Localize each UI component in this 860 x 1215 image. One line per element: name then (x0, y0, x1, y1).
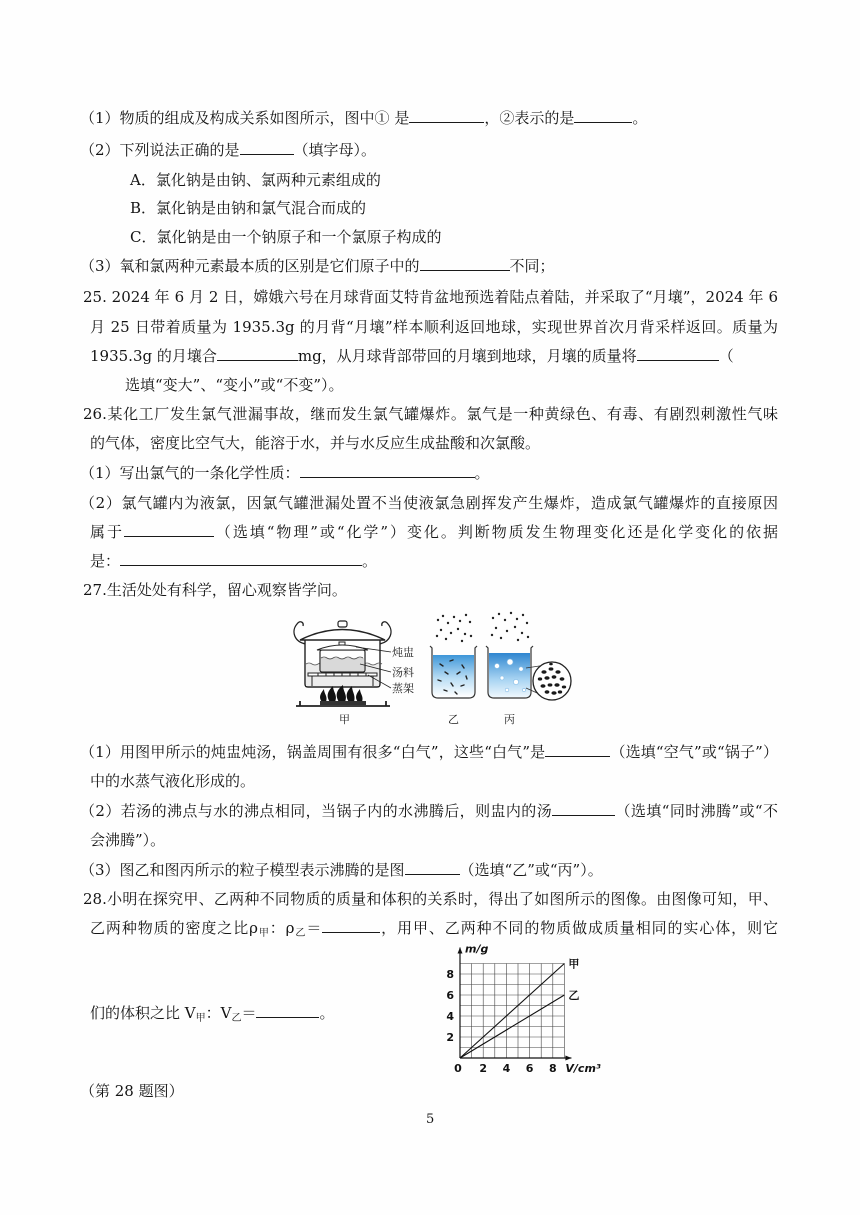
q28-line2 (90, 918, 778, 938)
answer-blank (124, 522, 214, 537)
pot-lid (300, 630, 385, 641)
q25-line1: 25. 2024 年 6 月 2 日，嫦娥六号在月球背面艾特肯盆地预选着陆点着陆，并采取了“月壤”，2024 年 6 (83, 288, 778, 306)
label-rack: 蒸架 (392, 682, 414, 695)
q28-mass-volume-graph (438, 940, 610, 1080)
q28-line3 (90, 1003, 334, 1023)
question-text: 不同； (509, 257, 555, 275)
question-text: （1）用图甲所示的炖盅炖汤，锅盖周围有很多“白气”，这些“白气”是 (80, 743, 546, 761)
question-text: （选填“乙”或“丙”）。 (459, 861, 603, 879)
caption-yi: 乙 (448, 713, 459, 726)
question-text: ＝ (241, 1004, 257, 1022)
q27-figure (288, 606, 580, 732)
series-label: 乙 (568, 989, 580, 1002)
x-tick-label: 8 (548, 1062, 557, 1075)
beaker-yi (430, 614, 477, 726)
q26-line1: 26.某化工厂发生氯气泄漏事故，继而发生氯气罐爆炸。氯气是一种黄绿色、有毒、有剧烈刺激性气味 (83, 405, 778, 423)
caption-jia: 甲 (339, 713, 350, 726)
steam-particles (436, 614, 472, 642)
answer-blank (552, 801, 615, 816)
q24-part3 (80, 256, 555, 276)
q27-part2-line1 (80, 801, 778, 821)
question-text: mg，从月球背部带回的月壤到地球，月壤的质量将 (297, 347, 637, 365)
question-text: 。 (319, 1004, 335, 1022)
q27-stem: 27.生活处处有科学，留心观察皆学问。 (83, 581, 347, 599)
stew-cup-soup (321, 658, 364, 671)
question-text: （选填“物理”或“化学”）变化。判断物质发生物理变化还是化学变化的依据 (213, 523, 778, 541)
steam-particles (491, 612, 529, 641)
answer-blank (420, 256, 510, 271)
answer-blank (405, 860, 460, 875)
question-text: （3）氧和氯两种元素最本质的区别是它们原子中的 (80, 257, 420, 275)
q28-line1: 28.小明在探究甲、乙两种不同物质的质量和体积的关系时，得出了如图所示的图像。由图像可知，甲、 (83, 890, 778, 908)
y-tick-label: 4 (446, 1010, 454, 1023)
burner-head (320, 701, 366, 705)
question-text: （2）若汤的沸点与水的沸点相同，当锅子内的水沸腾后，则盅内的汤 (80, 802, 553, 820)
question-text: ：ρ (269, 919, 295, 937)
q28-figure-caption: （第 28 题图） (80, 1082, 184, 1100)
question-text: （3）图乙和图丙所示的粒子模型表示沸腾的是图 (80, 861, 405, 879)
lid-knob (338, 621, 347, 627)
question-text: 是： (90, 552, 121, 570)
q25-line3 (90, 346, 734, 366)
question-text: 们的体积之比 V (90, 1004, 196, 1022)
y-axis-arrow-icon (458, 948, 463, 954)
q25-line2: 月 25 日带着质量为 1935.3g 的月背“月壤”样本顺利返回地球，实现世界首次月背采样返回。质量为 (90, 318, 778, 336)
question-text: （ (718, 347, 734, 365)
answer-blank (217, 346, 298, 361)
question-text: （1）写出氯气的一条化学性质： (80, 464, 300, 482)
x-axis-arrow-icon (565, 1056, 571, 1061)
x-tick-label: 6 (525, 1062, 534, 1075)
question-text: ，②表示的是 (484, 109, 575, 127)
question-text: 。 (362, 552, 378, 570)
question-text: ，用甲、乙两种不同的物质做成质量相同的实心体，则它 (380, 919, 778, 937)
question-text: （填字母）。 (293, 141, 377, 159)
answer-blank (120, 551, 362, 566)
answer-blank (637, 346, 719, 361)
beaker-water (433, 655, 474, 697)
answer-blank (240, 140, 294, 155)
caption-bing: 丙 (504, 713, 515, 726)
subscript: 乙 (231, 1013, 242, 1024)
x-axis-label: V/cm³ (565, 1062, 601, 1075)
q24-option-b: B．氯化钠是由钠和氯气混合而成的 (130, 199, 367, 217)
question-text: 。 (632, 109, 648, 127)
series-label: 甲 (568, 957, 580, 971)
x-tick-label: 4 (502, 1062, 511, 1075)
x-tick-label: 2 (479, 1062, 488, 1075)
question-text: 1935.3g 的月壤合 (90, 347, 217, 365)
stew-cup-knob (339, 642, 345, 645)
q24-part2 (80, 140, 376, 160)
question-text: 属于 (90, 523, 124, 541)
q24-option-c: C．氯化钠是由一个钠原子和一个氯原子构成的 (130, 228, 442, 246)
y-tick-label: 2 (446, 1031, 454, 1044)
answer-blank (256, 1003, 319, 1018)
q27-part2-line2: 会沸腾”）。 (90, 831, 166, 849)
question-text: （选填“空气”或“锅子”） (610, 743, 778, 761)
q26-part2-line3 (90, 551, 377, 571)
q27-part1-line1 (80, 742, 778, 762)
q24-option-a: A．氯化钠是由钠、氯两种元素组成的 (130, 171, 381, 189)
answer-blank (574, 108, 632, 123)
q25-line4: 选填“变大”、“变小”或“不变”）。 (125, 376, 344, 394)
label-stew-cup: 炖盅 (392, 646, 414, 659)
label-soup: 汤料 (392, 666, 414, 679)
y-axis-label: m/g (465, 942, 489, 956)
x-tick-label: 0 (454, 1062, 462, 1075)
question-text: 。 (474, 464, 490, 482)
series-line (460, 964, 564, 1059)
stew-pot-apparatus (294, 621, 414, 726)
page-number: 5 (426, 1112, 435, 1127)
y-tick-label: 6 (446, 989, 454, 1002)
question-text: 乙两种物质的密度之比ρ (90, 919, 258, 937)
question-text: （1）物质的组成及构成关系如图所示，图中① 是 (80, 109, 410, 127)
answer-blank (545, 742, 610, 757)
answer-blank (300, 463, 475, 478)
subscript: 乙 (294, 928, 307, 939)
answer-blank (322, 918, 380, 933)
question-text: （2）下列说法正确的是 (80, 141, 240, 159)
q26-part2-line2 (90, 522, 778, 542)
q27-part3 (80, 860, 603, 880)
beaker-bing (486, 612, 571, 726)
q26-part1 (80, 463, 490, 483)
question-text: ：V (205, 1004, 232, 1022)
q26-line2: 的气体，密度比空气大，能溶于水，并与水反应生成盐酸和次氯酸。 (90, 434, 541, 452)
q26-part2-line1: （2）氯气罐内为液氯，因氯气罐泄漏处置不当使液氯急剧挥发产生爆炸，造成氯气罐爆炸的直接原因 (80, 494, 778, 512)
subscript: 甲 (257, 928, 270, 939)
question-text: ＝ (306, 919, 323, 937)
q27-part1-line2: 中的水蒸气液化形成的。 (90, 772, 256, 790)
answer-blank (409, 108, 484, 123)
question-text: （选填“同时沸腾”或“不 (615, 802, 778, 820)
y-tick-label: 8 (446, 968, 454, 981)
q24-part1 (80, 108, 647, 128)
subscript: 甲 (195, 1013, 206, 1024)
